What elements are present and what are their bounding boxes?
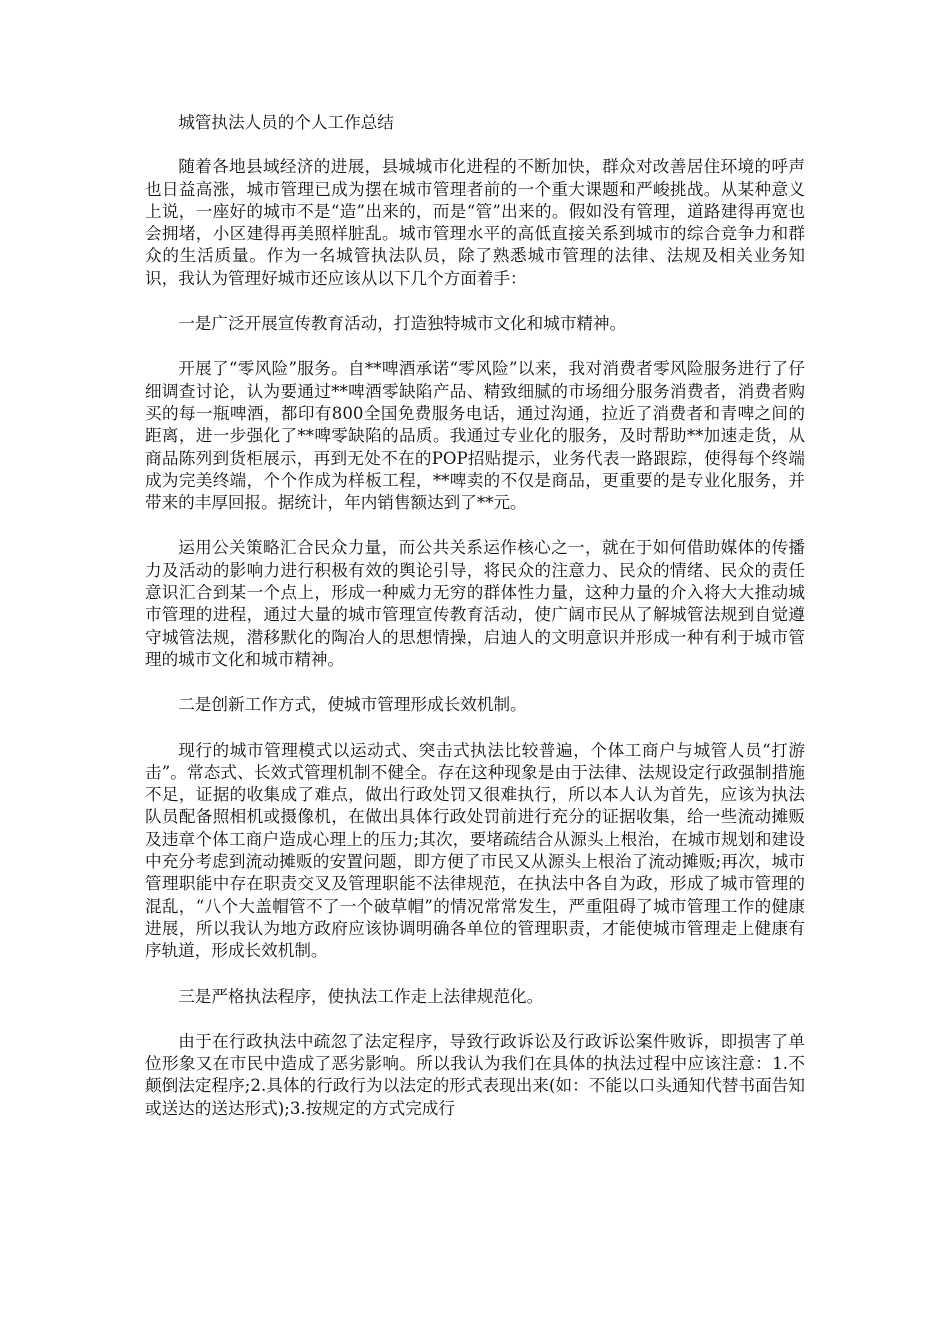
document-title: 城管执法人员的个人工作总结 xyxy=(178,113,394,132)
document-body xyxy=(145,112,805,1143)
section-heading-2: 二是创新工作方式，使城市管理形成长效机制。 xyxy=(178,695,527,715)
paragraph-management-mode: 现行的城市管理模式以运动式、突击式执法比较普遍，个体工商户与城管人员“打游击”。常态式、长效式管理机制不健全。存在这种现象是由于法律、法规设定行政强制措施不足，证据的收集成了难点，做出行政处罚又很难执行，所以本人认为首先，应该为执法队员配备照相机或摄像机，在做出具体行政处罚前进行充分的证据收集，给一些流动摊贩及违章个体工商户造成心理上的压力;其次，要堵疏结合从源头上根治，在城市规划和建设中充分考虑到流动摊贩的安置问题，即方便了市民又从源头上根治了流动摊贩;再次，城市管理职能中存在职责交叉及管理职能不法律规范，在执法中各自为政，形成了城市管理的混乱，“八个大盖帽管不了一个破草帽”的情况常常发生，严重阻碍了城市管理工作的健康进展，所以我认为地方政府应该协调明确各单位的管理职责，才能使城市管理走上健康有序轨道，形成长效机制。 xyxy=(145,740,805,961)
paragraph-zero-risk-service: 开展了“零风险”服务。自**啤酒承诺“零风险”以来，我对消费者零风险服务进行了仔细调查讨论，认为要通过**啤酒零缺陷产品、精致细腻的市场细分服务消费者，消费者购买的每一瓶啤酒，都印有800全国免费服务电话，通过沟通，拉近了消费者和青啤之间的距离，进一步强化了**啤零缺陷的品质。我通过专业化的服务，及时帮助**加速走货，从商品陈列到货柜展示，再到无处不在的POP招贴提示，业务代表一路跟踪，使得每个终端成为完美终端，个个作成为样板工程，**啤卖的不仅是商品，更重要的是专业化服务，并带来的丰厚回报。据统计，年内销售额达到了**元。 xyxy=(145,359,805,513)
paragraph-intro: 随着各地县域经济的进展，县城城市化进程的不断加快，群众对改善居住环境的呼声也日益高涨，城市管理已成为摆在城市管理者前的一个重大课题和严峻挑战。从某种意义上说，一座好的城市不是“造”出来的，而是“管”出来的。假如没有管理，道路建得再宽也会拥堵，小区建得再美照样脏乱。城市管理水平的高低直接关系到城市的综合竞争力和群众的生活质量。作为一名城管执法队员，除了熟悉城市管理的法律、法规及相关业务知识，我认为管理好城市还应该从以下几个方面着手： xyxy=(145,157,805,288)
section-heading-1: 一是广泛开展宣传教育活动，打造独特城市文化和城市精神。 xyxy=(178,314,627,334)
paragraph-legal-procedure: 由于在行政执法中疏忽了法定程序，导致行政诉讼及行政诉讼案件败诉，即损害了单位形象又在市民中造成了恶劣影响。所以我认为我们在具体的执法过程中应该注意：1.不颠倒法定程序;2.具体的行政行为以法定的形式表现出来(如：不能以口头通知代替书面告知或送达的送达形式);3.按规定的方式完成行 xyxy=(145,1031,805,1118)
paragraph-public-relations: 运用公关策略汇合民众力量，而公共关系运作核心之一，就在于如何借助媒体的传播力及活动的影响力进行积极有效的舆论引导，将民众的注意力、民众的情绪、民众的责任意识汇合到某一个点上，形成一种威力无穷的群体性力量，这种力量的介入将大大推动城市管理的进程，通过大量的城市管理宣传教育活动，使广阔市民从了解城管法规到自觉遵守城管法规，潜移默化的陶冶人的思想情操，启迪人的文明意识并形成一种有利于城市管理的城市文化和城市精神。 xyxy=(145,538,805,669)
section-heading-3: 三是严格执法程序，使执法工作走上法律规范化。 xyxy=(178,986,544,1006)
